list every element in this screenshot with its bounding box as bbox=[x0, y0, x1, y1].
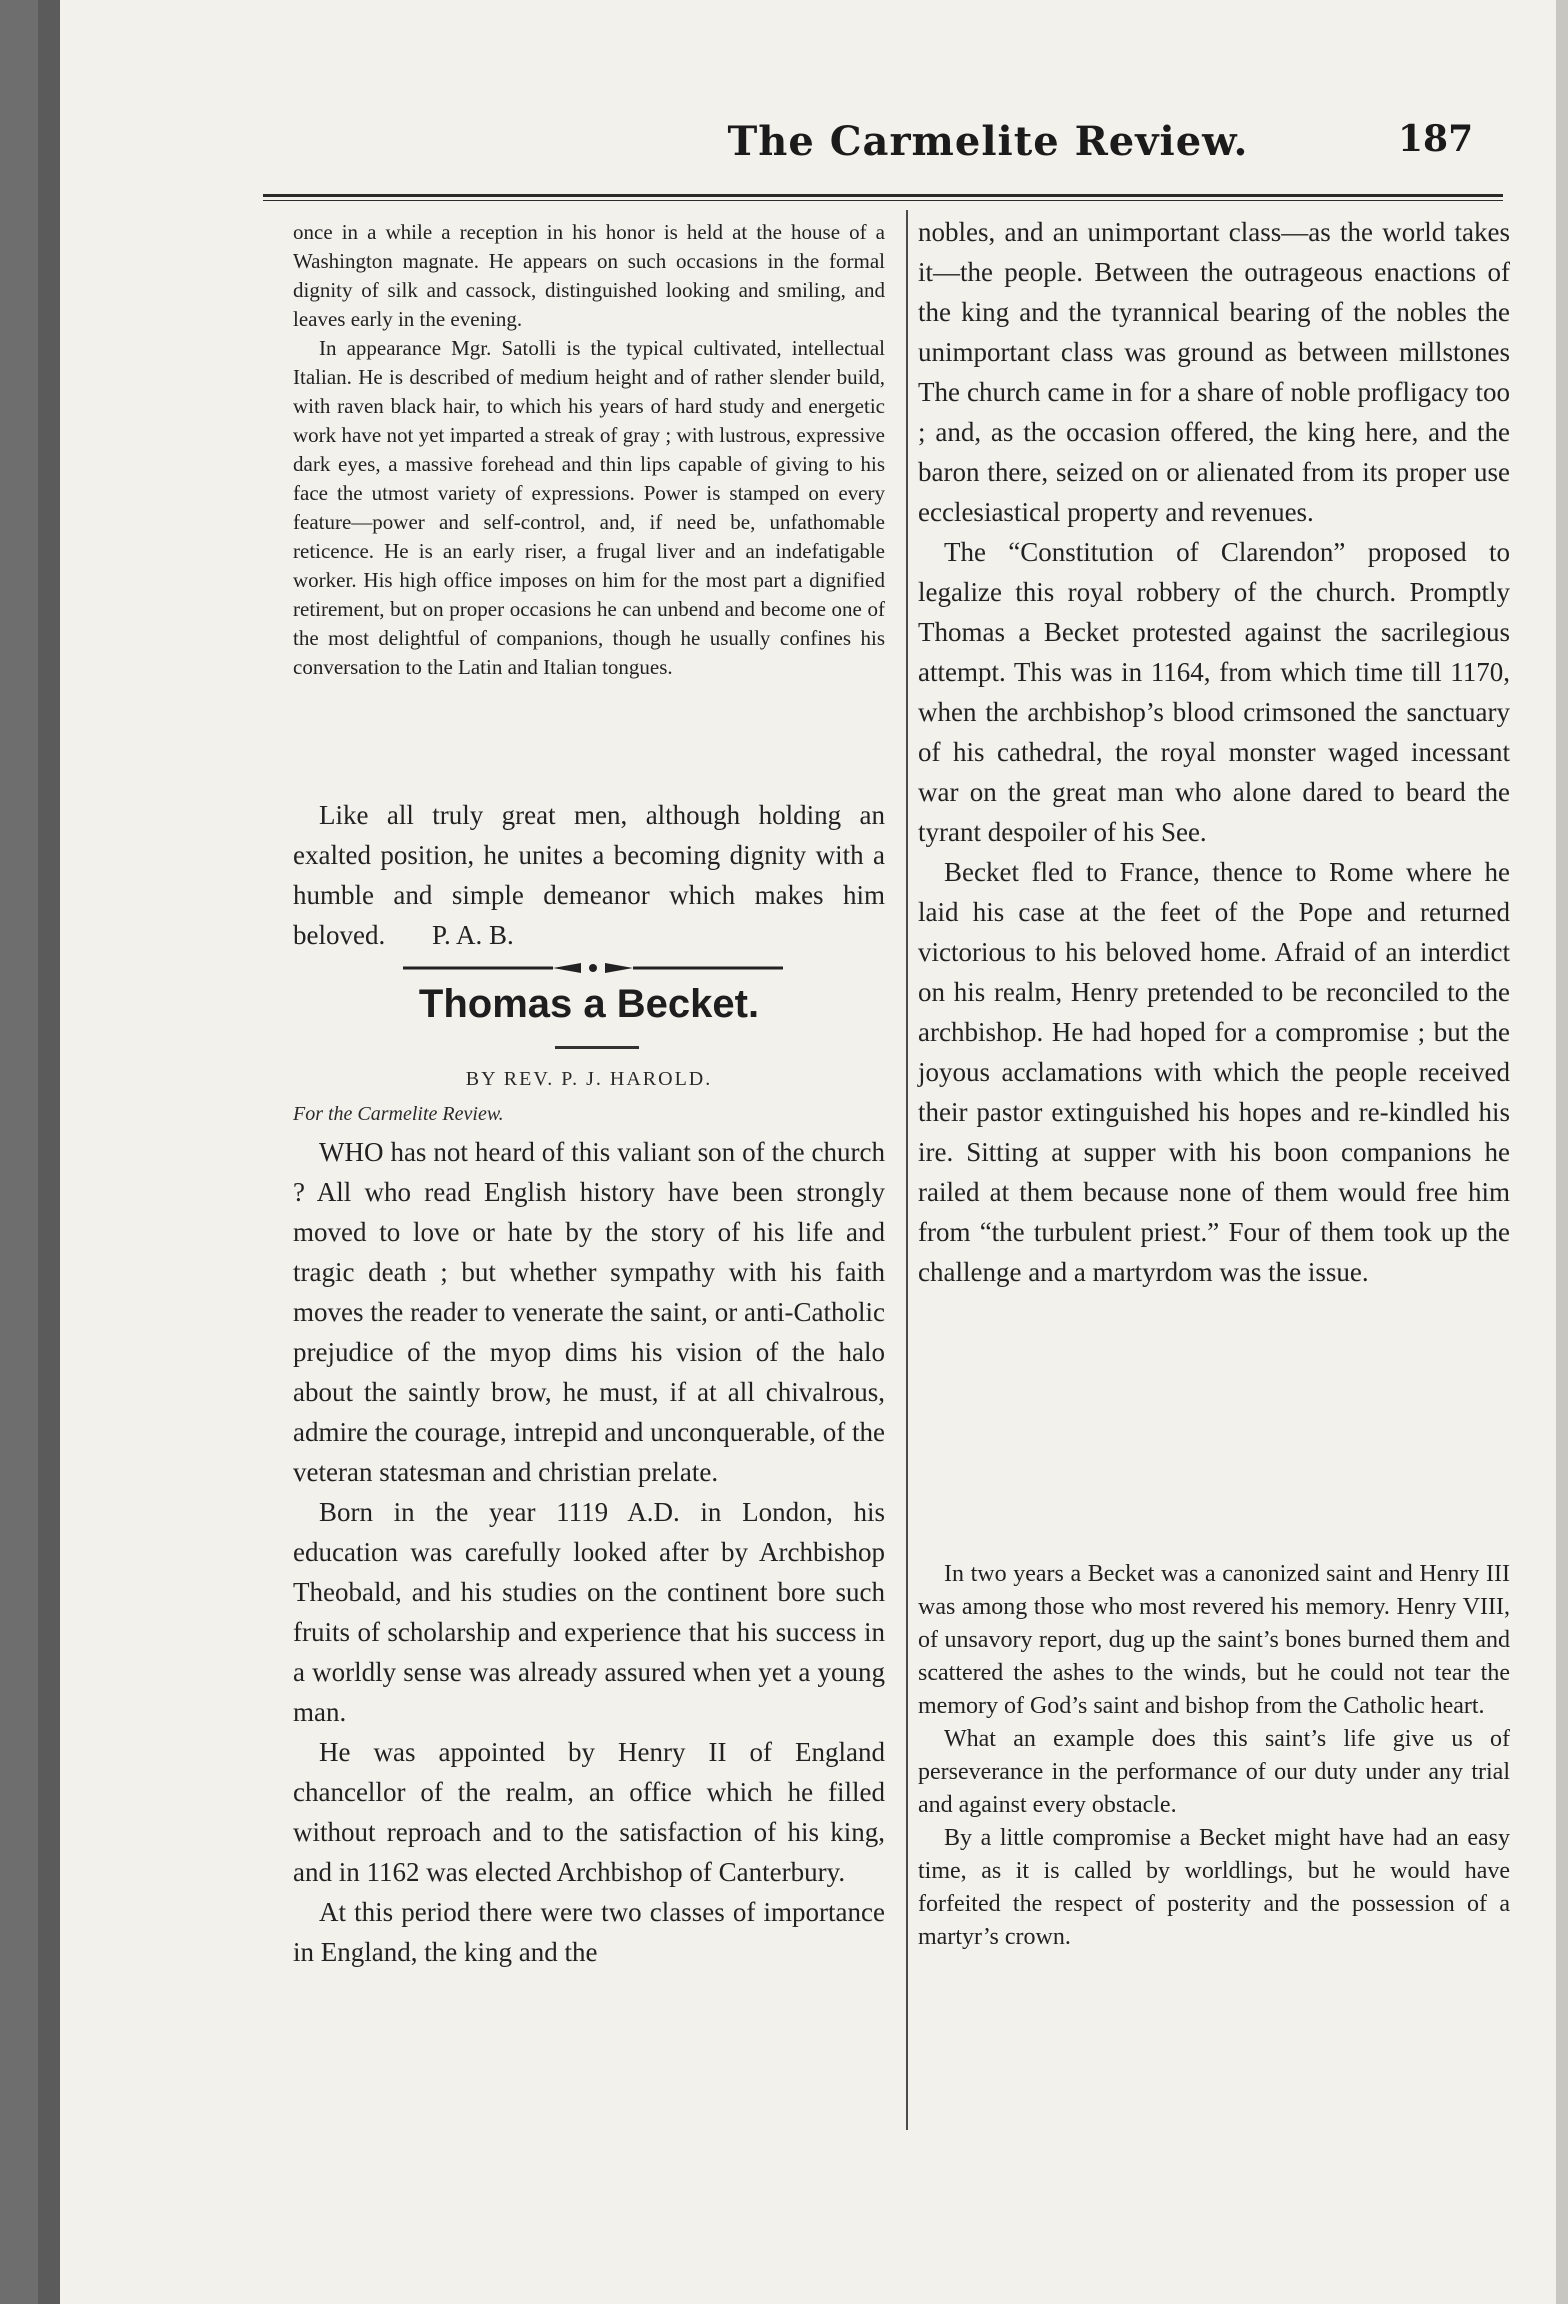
closing-text: Like all truly great men, although holding an exalted position, he unites a becoming dignity with a humble and simple demeanor which makes him beloved. bbox=[293, 800, 885, 950]
signature: P. A. B. bbox=[431, 920, 514, 950]
column-separator bbox=[906, 210, 908, 2130]
paragraph: WHO has not heard of this valiant son of the church ? All who read English history have been strongly moved to love or hate by the story of his life and tragic death ; but whether sympathy with his faith moves the reader to venerate the saint, or anti-Catholic prejudice of the myop dims his vision of the halo about the saintly brow, he must, if at all chivalrous, admire the courage, intrepid and unconquerable, of the veteran statesman and christian prelate. bbox=[293, 1137, 885, 1487]
left-column-closing bbox=[293, 795, 885, 955]
page bbox=[38, 0, 1568, 2304]
header-rule bbox=[263, 194, 1503, 197]
paragraph: In two years a Becket was a canonized saint and Henry III was among those who most revered his memory. Henry VIII, of unsavory report, dug up the saint’s bones burned them and scattered the ashes to the winds, but he could not tear the memory of God’s saint and bishop from the Catholic heart. bbox=[918, 1561, 1510, 1719]
paragraph: He was appointed by Henry II of England chancellor of the realm, an office which he filled without reproach and to the satisfaction of his king, and in 1162 was elected Archbishop of Canterbury. bbox=[293, 1737, 885, 1887]
right-column-article bbox=[918, 212, 1510, 1292]
running-header: The Carmelite Review. bbox=[727, 118, 1249, 165]
article-for-line: For the Carmelite Review. bbox=[293, 1103, 504, 1125]
paragraph: Born in the year 1119 A.D. in London, his education was carefully looked after by Archbishop Theobald, and his studies on the continent bore such fruits of scholarship and experience that his success in a worldly sense was already assured when yet a young man. bbox=[293, 1497, 885, 1727]
paragraph: The “Constitution of Clarendon” proposed to legalize this royal robbery of the church. Promptly Thomas a Becket protested against the sacrilegious attempt. This was in 1164, from which time till 1170, when the archbishop’s blood crimsoned the sanctuary of his cathedral, the royal monster waged incessant war on the great man who alone dared to beard the tyrant despoiler of his See. bbox=[918, 537, 1510, 847]
header-rule-thin bbox=[263, 200, 1503, 201]
page-edge bbox=[1556, 0, 1568, 2304]
article-byline: BY REV. P. J. HAROLD. bbox=[465, 1068, 713, 1090]
paragraph: nobles, and an unimportant class—as the world takes it—the people. Between the outrageous enactions of the king and the tyrannical bearing of the nobles the unimportant class was ground as between millstones The church came in for a share of noble profligacy too ; and, as the occasion offered, the king here, and the baron there, seized on or alienated from its proper use ecclesiastical property and revenues. bbox=[918, 217, 1510, 527]
title-rule bbox=[555, 1046, 639, 1049]
left-column-article bbox=[293, 1132, 885, 1972]
article-title: Thomas a Becket. bbox=[418, 982, 760, 1026]
paragraph: once in a while a reception in his honor is held at the house of a Washington magnate. He appears on such occasions in the formal dignity of silk and cassock, distinguished looking and smiling, and leaves early in the evening. bbox=[293, 220, 885, 331]
paragraph: In appearance Mgr. Satolli is the typical cultivated, intellectual Italian. He is described of medium height and of rather slender build, with raven black hair, to which his years of hard study and energetic work have not yet imparted a streak of gray ; with lustrous, expressive dark eyes, a massive forehead and thin lips capable of giving to his face the utmost variety of expressions. Power is stamped on every feature—power and self-control, and, if need be, unfathomable reticence. He is an early riser, a frugal liver and an indefatigable worker. His high office imposes on him for the most part a dignified retirement, but on proper occasions he can unbend and become one of the most delightful of companions, though he usually confines his conversation to the Latin and Italian tongues. bbox=[293, 336, 885, 679]
left-column-small-text bbox=[293, 218, 885, 682]
paragraph: By a little compromise a Becket might have had an easy time, as it is called by worldlings, but he would have forfeited the respect of posterity and the possession of a martyr’s crown. bbox=[918, 1825, 1510, 1950]
paragraph: What an example does this saint’s life give us of perseverance in the performance of our duty under any trial and against every obstacle. bbox=[918, 1726, 1510, 1818]
ornament-divider bbox=[403, 958, 783, 978]
paragraph: At this period there were two classes of importance in England, the king and the bbox=[293, 1897, 885, 1967]
right-column-conclusion bbox=[918, 1558, 1510, 1954]
page-number: 187 bbox=[1398, 118, 1474, 160]
paragraph: Becket fled to France, thence to Rome where he laid his case at the feet of the Pope and returned victorious to his beloved home. Afraid of an interdict on his realm, Henry pretended to be reconciled to the archbishop. He had hoped for a compromise ; but the joyous acclamations with which the people received their pastor extinguished his hopes and re-kindled his ire. Sitting at supper with his boon companions he railed at them because none of them would free him from “the turbulent priest.” Four of them took up the challenge and a martyrdom was the issue. bbox=[918, 857, 1510, 1287]
paragraph bbox=[293, 795, 885, 955]
book-spine bbox=[38, 0, 60, 2304]
